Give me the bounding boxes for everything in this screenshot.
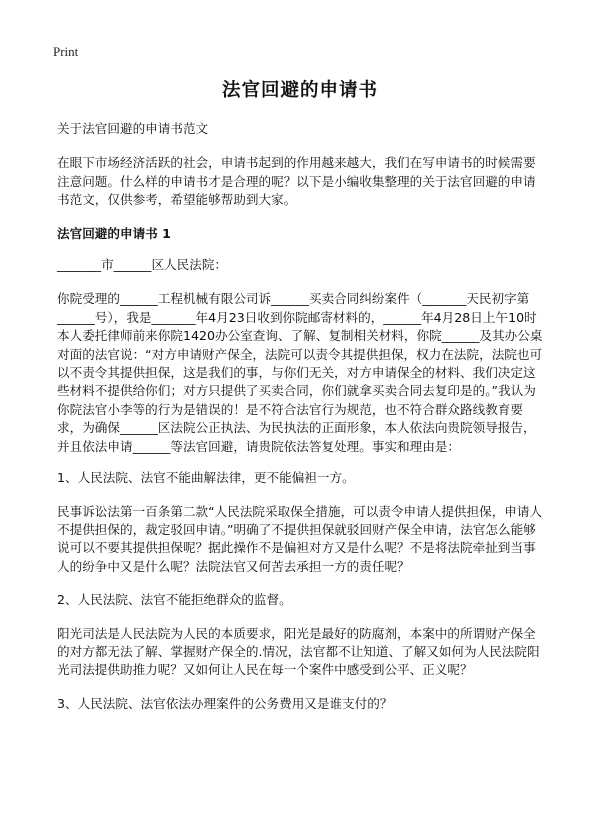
point-heading-1: 1、人民法院、法官不能曲解法律，更不能偏袒一方。 [57,470,355,486]
body-paragraph: 你院受理的______工程机械有限公司诉______买卖合同纠纷案件（_______天民初字第______号），我是_______年4月23日收到你院邮寄材料的，______年4月28日上午10时本人委托律师前来你院1420办公室查询、了解、复制相关材料，你院______及其办公桌对面的法官说：“对方申请财产保全，法院可以责令其提供担保，权力在法院，法院也可以不责令其提供担保，这是我们的事，与你们无关，对方申请保全的材料、我们决定这些材料不提供给你们；对方只提供了买卖合同，你们就拿买卖合同去复印是的。”我认为你院法官小李等的行为是错误的！是不符合法官行为规范，也不符合群众路线教育要求，为确保______区法院公正执法、为民执法的正面形象，本人依法向贵院领导报告，并且依法申请______等法官回避，请贵院依法答复处理。事实和理由是： [57,291,543,454]
document-subtitle: 关于法官回避的申请书范文 [57,121,209,136]
document-content [57,120,545,728]
page-title: 法官回避的申请书 [221,80,378,101]
intro-paragraph: 在眼下市场经济活跃的社会，申请书起到的作用越来越大，我们在写申请书的时候需要注意问题。什么样的申请书才是合理的呢？以下是小编收集整理的关于法官回避的申请书范文，仅供参考，希望能够帮助到大家。 [57,155,536,208]
section-heading: 法官回避的申请书 1 [57,225,171,241]
addressee-line: _______市______区人民法院： [57,257,228,273]
point-heading-3: 3、人民法院、法官依法办理案件的公务费用又是谁支付的？ [57,695,393,711]
point-body-1: 民事诉讼法第一百条第二款“人民法院采取保全措施，可以责令申请人提供担保，申请人不提供担保的，裁定驳回申请。”明确了不提供担保就驳回财产保全申请，法官怎么能够说可以不要其提供担保呢？据此操作不是偏袒对方又是什么呢？不是将法院牵扯到当事人的纷争中又是什么呢？法院法官又何苦去承担一方的责任呢？ [57,503,543,574]
print-link[interactable]: Print [53,44,79,59]
point-body-2: 阳光司法是人民法院为人民的本质要求，阳光是最好的防腐剂，本案中的所谓财产保全的对方都无法了解、掌握财产保全的.情况，法官都不让知道、了解又如何为人民法院阳光司法提供助推力呢？又如何让人民在每一个案件中感受到公平、正义呢？ [57,625,540,678]
point-heading-2: 2、人民法院、法官不能拒绝群众的监督。 [57,592,292,608]
